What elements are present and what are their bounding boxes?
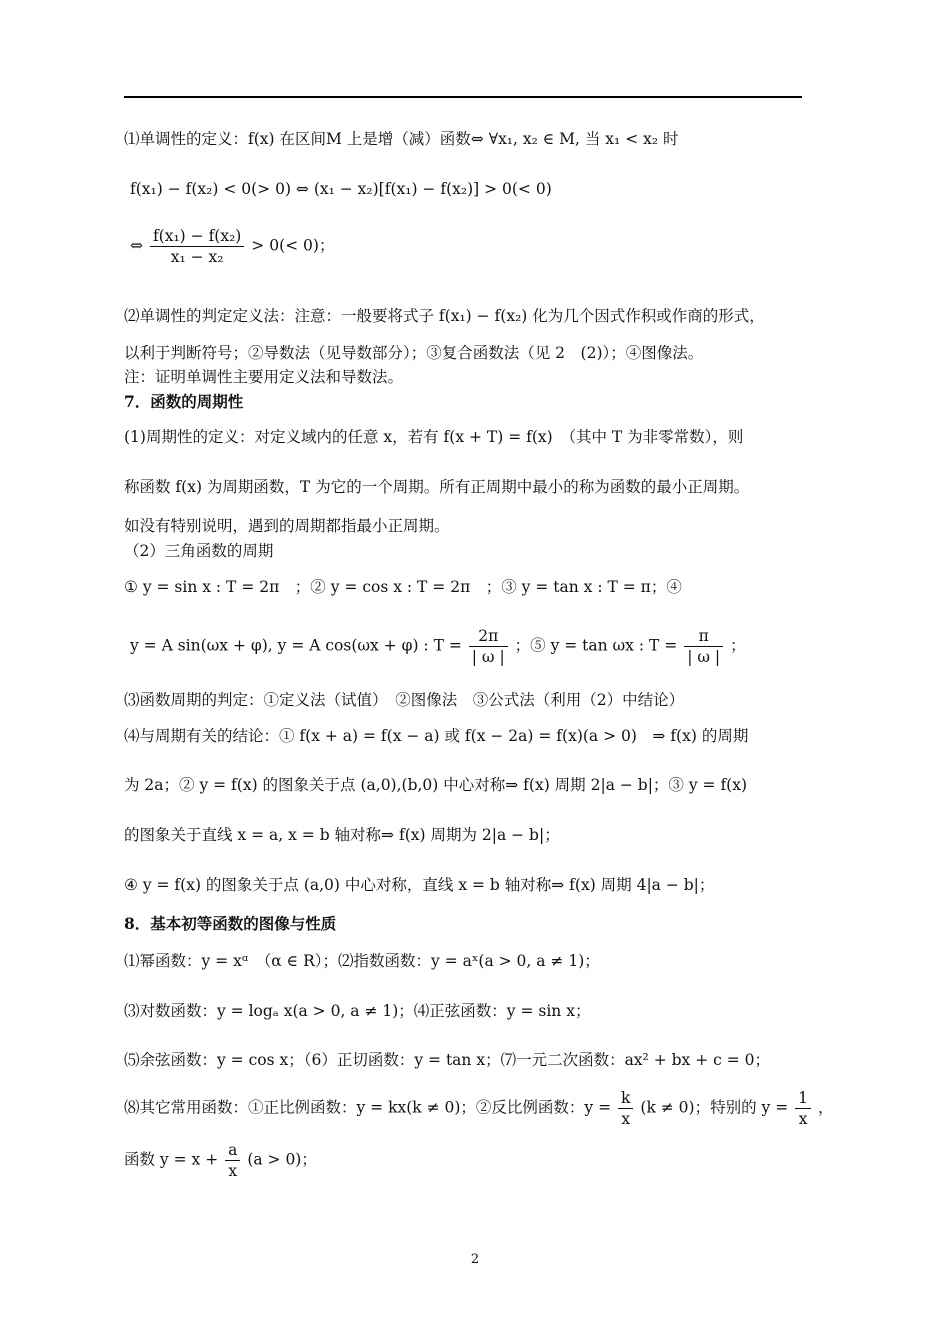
power-exponential-functions: ⑴幂函数：y = xᵅ （α ∈ R）；⑵指数函数：y = aˣ(a > 0, a ≠ 1)； <box>124 952 600 970</box>
a-over-x-fraction <box>225 1140 240 1181</box>
trig-period-heading: （2）三角函数的周期 <box>124 542 274 560</box>
period-conclusion-1: ⑷与周期有关的结论：① f(x + a) = f(x − a) 或 f(x − 2a) = f(x)(a > 0) ⇒ f(x) 的周期 <box>124 727 749 745</box>
line-end: ， <box>817 1098 834 1117</box>
fraction-numerator: π <box>684 626 723 647</box>
period-judgment: ⑶函数周期的判定：①定义法（试值） ②图像法 ③公式法（利用（2）中结论） <box>124 691 685 709</box>
one-over-x-fraction <box>795 1088 811 1129</box>
trig-periods-general <box>130 626 746 667</box>
monotonicity-methods: 以利于判断符号；②导数法（见导数部分）；③复合函数法（见 2 (2)）；④图像法。 <box>124 344 704 362</box>
special-case-text: (k ≠ 0)；特别的 y = <box>640 1098 789 1117</box>
monotonicity-judgment: ⑵单调性的判定定义法：注意：一般要将式子 f(x₁) − f(x₂) 化为几个因式作积或作商的形式， <box>124 307 765 325</box>
monotonicity-quotient <box>130 226 334 267</box>
log-sine-functions: ⑶对数函数：y = logₐ x(a > 0, a ≠ 1)；⑷正弦函数：y = sin x； <box>124 1002 591 1020</box>
fraction-numerator: a <box>225 1140 240 1161</box>
section-7-heading <box>124 391 243 413</box>
header-rule <box>124 96 802 98</box>
monotonicity-definition: ⑴单调性的定义：f(x) 在区间M 上是增（减）函数⇔ ∀x₁, x₂ ∈ M, 当 x₁ < x₂ 时 <box>124 130 679 148</box>
fraction-denominator: x <box>798 1110 808 1128</box>
period-fraction-1 <box>469 626 508 667</box>
section-title: 基本初等函数的图像与性质 <box>150 914 337 933</box>
section-number: 7． <box>124 392 151 411</box>
sin-cos-general: y = A sin(ωx + φ), y = A cos(ωx + φ) : T = <box>130 636 462 655</box>
hook-function <box>124 1140 317 1181</box>
period-conclusion-3: 的图象关于直线 x = a, x = b 轴对称⇒ f(x) 周期为 2|a − b|； <box>124 826 560 844</box>
proportional-functions: ⑻其它常用函数：①正比例函数：y = kx(k ≠ 0)；②反比例函数：y = <box>124 1098 612 1117</box>
fraction-numerator: 2π <box>469 626 508 647</box>
period-definition-cont: 称函数 f(x) 为周期函数，T 为它的一个周期。所有正周期中最小的称为函数的最小正周期。 <box>124 478 750 496</box>
other-common-functions <box>124 1088 833 1129</box>
period-conclusion-2: 为 2a；② y = f(x) 的图象关于点 (a,0),(b,0) 中心对称⇒ f(x) 周期 2|a − b|；③ y = f(x) <box>124 776 748 794</box>
line-end: ； <box>730 636 746 655</box>
fraction-denominator: x <box>621 1110 631 1128</box>
fraction-denominator: x₁ − x₂ <box>170 248 224 266</box>
period-fraction-2 <box>684 626 723 667</box>
cos-tan-quadratic-functions: ⑸余弦函数：y = cos x；（6）正切函数：y = tan x；⑺一元二次函数：ax² + bx + c = 0； <box>124 1051 770 1069</box>
period-note: 如没有特别说明，遇到的周期都指最小正周期。 <box>124 517 450 535</box>
page-number: 2 <box>470 1252 480 1267</box>
trig-periods-basic: ① y = sin x : T = 2π ；② y = cos x : T = 2π ；③ y = tan x : T = π；④ <box>124 578 682 596</box>
fraction-denominator: | ω | <box>471 648 505 666</box>
fraction-numerator: 1 <box>795 1088 811 1109</box>
fraction-denominator: x <box>228 1162 238 1180</box>
quotient-condition: > 0(< 0)； <box>251 236 335 255</box>
section-title: 函数的周期性 <box>150 392 244 411</box>
equiv-symbol: ⇔ <box>130 236 143 255</box>
fraction-numerator: k <box>618 1088 633 1109</box>
hook-function-prefix: 函数 y = x + <box>124 1150 219 1169</box>
fraction-numerator: f(x₁) − f(x₂) <box>150 226 244 247</box>
section-number: 8． <box>124 914 151 933</box>
hook-function-condition: (a > 0)； <box>247 1150 317 1169</box>
monotonicity-equivalence: f(x₁) − f(x₂) < 0(> 0) ⇔ (x₁ − x₂)[f(x₁) − f(x₂)] > 0(< 0) <box>130 180 552 198</box>
monotonicity-note: 注：证明单调性主要用定义法和导数法。 <box>124 368 404 386</box>
quotient-fraction <box>150 226 244 267</box>
section-8-heading <box>124 913 336 935</box>
period-definition: (1)周期性的定义：对定义域内的任意 x，若有 f(x + T) = f(x) （其中 T 为非零常数），则 <box>124 428 744 446</box>
k-over-x-fraction <box>618 1088 633 1129</box>
period-conclusion-4: ④ y = f(x) 的图象关于点 (a,0) 中心对称，直线 x = b 轴对称⇒ f(x) 周期 4|a − b|； <box>124 876 715 894</box>
tan-general: ；⑤ y = tan ωx : T = <box>514 636 678 655</box>
fraction-denominator: | ω | <box>687 648 721 666</box>
